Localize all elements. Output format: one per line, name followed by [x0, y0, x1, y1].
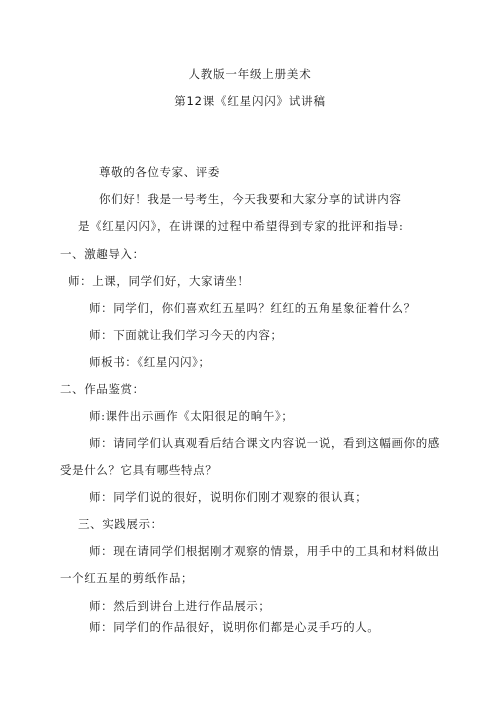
section-heading-3: 三、实践展示：: [78, 517, 163, 531]
paragraph-line: 师：同学们，你们喜欢红五星吗？红红的五角星象征着什么？: [89, 301, 416, 315]
paragraph-line: 受是什么？它具有哪些特点？: [60, 463, 218, 477]
paragraph-line: 一个红五星的剪纸作品；: [60, 571, 194, 585]
intro-line-1: 你们好！我是一号考生，今天我要和大家分享的试讲内容: [99, 192, 402, 206]
paragraph-line: 师：同学们的作品很好，说明你们都是心灵手巧的人。: [89, 620, 380, 634]
paragraph-line: 师：现在请同学们根据刚才观察的情景，用手中的工具和材料做出: [89, 544, 440, 558]
paragraph-line: 师：然后到讲台上进行作品展示；: [89, 599, 271, 613]
paragraph-line: 师：请同学们认真观看后结合课文内容说一说，看到这幅画你的感: [89, 436, 440, 450]
paragraph-line: 师：下面就让我们学习今天的内容；: [89, 328, 283, 342]
paragraph-line: 师板书：《红星闪闪》；: [89, 355, 211, 369]
section-heading-1: 一、激趣导入：: [60, 247, 145, 261]
intro-line-2: 是《红星闪闪》，在讲课的过程中希望得到专家的批评和指导:: [78, 219, 404, 233]
document-title: 人教版一年级上册美术: [188, 67, 312, 81]
paragraph-line: 师:课件出示画作《太阳很足的晌午》；: [89, 409, 294, 423]
document-subtitle: 第12课《红星闪闪》试讲稿: [174, 94, 326, 108]
greeting-line: 尊敬的各位专家、评委: [99, 165, 220, 179]
section-heading-2: 二、作品鉴赏：: [60, 382, 145, 396]
paragraph-line: 师：同学们说的很好，说明你们刚才观察的很认真；: [89, 490, 368, 504]
paragraph-line: 师：上课，同学们好，大家请坐！: [68, 274, 250, 288]
